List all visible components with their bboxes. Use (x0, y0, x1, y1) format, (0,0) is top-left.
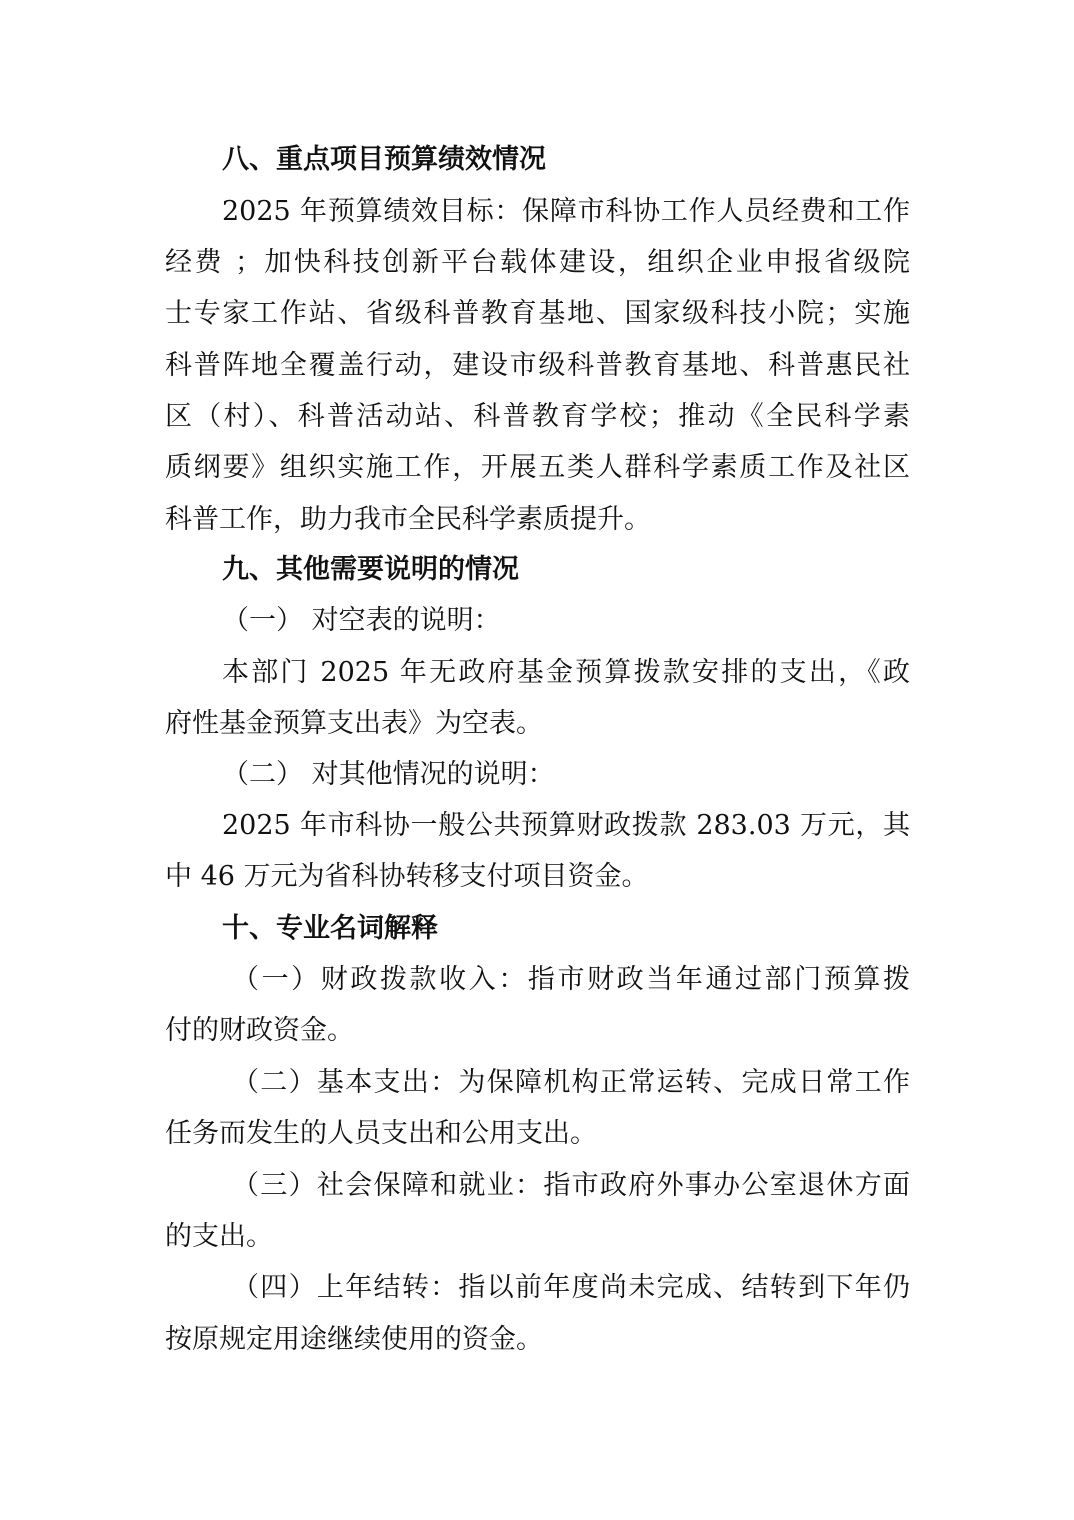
section-10-heading: 十、专业名词解释 (222, 913, 438, 944)
definition-line: （四）上年结转：指以前年度尚未完成、结转到下年仍 (232, 1272, 910, 1303)
paragraph-line: 府性基金预算支出表》为空表。 (165, 708, 543, 739)
section-8-heading: 八、重点项目预算绩效情况 (222, 144, 546, 175)
paragraph-line: 2025 年预算绩效目标：保障市科协工作人员经费和工作 (222, 196, 910, 227)
paragraph-line: 科普工作，助力我市全民科学素质提升。 (165, 504, 651, 535)
definition-line: （三）社会保障和就业：指市政府外事办公室退休方面 (232, 1170, 910, 1201)
definition-line: （二）基本支出：为保障机构正常运转、完成日常工作 (232, 1067, 910, 1098)
paragraph-line: 2025 年市科协一般公共预算财政拨款 283.03 万元，其 (222, 810, 910, 841)
paragraph-line: 经费 ；加快科技创新平台载体建设，组织企业申报省级院 (165, 247, 910, 278)
paragraph-line: 科普阵地全覆盖行动，建设市级科普教育基地、科普惠民社 (165, 350, 910, 381)
paragraph-line: 区（村）、科普活动站、科普教育学校；推动《全民科学素 (165, 401, 910, 432)
paragraph-line: 质纲要》组织实施工作，开展五类人群科学素质工作及社区 (165, 452, 910, 483)
definition-line: （一）财政拨款收入：指市财政当年通过部门预算拨 (232, 964, 910, 995)
definition-line: 的支出。 (165, 1221, 273, 1252)
subheading-other-notes: （二） 对其他情况的说明： (222, 759, 555, 790)
definition-line: 任务而发生的人员支出和公用支出。 (165, 1118, 597, 1149)
paragraph-line: 士专家工作站、省级科普教育基地、国家级科技小院；实施 (165, 298, 910, 329)
paragraph-line: 中 46 万元为省科协转移支付项目资金。 (165, 861, 649, 892)
paragraph-line: 本部门 2025 年无政府基金预算拨款安排的支出，《政 (222, 657, 910, 688)
definition-line: 付的财政资金。 (165, 1015, 354, 1046)
subheading-empty-tables: （一） 对空表的说明： (222, 605, 501, 636)
section-9-heading: 九、其他需要说明的情况 (222, 554, 519, 585)
definition-line: 按原规定用途继续使用的资金。 (165, 1324, 543, 1355)
